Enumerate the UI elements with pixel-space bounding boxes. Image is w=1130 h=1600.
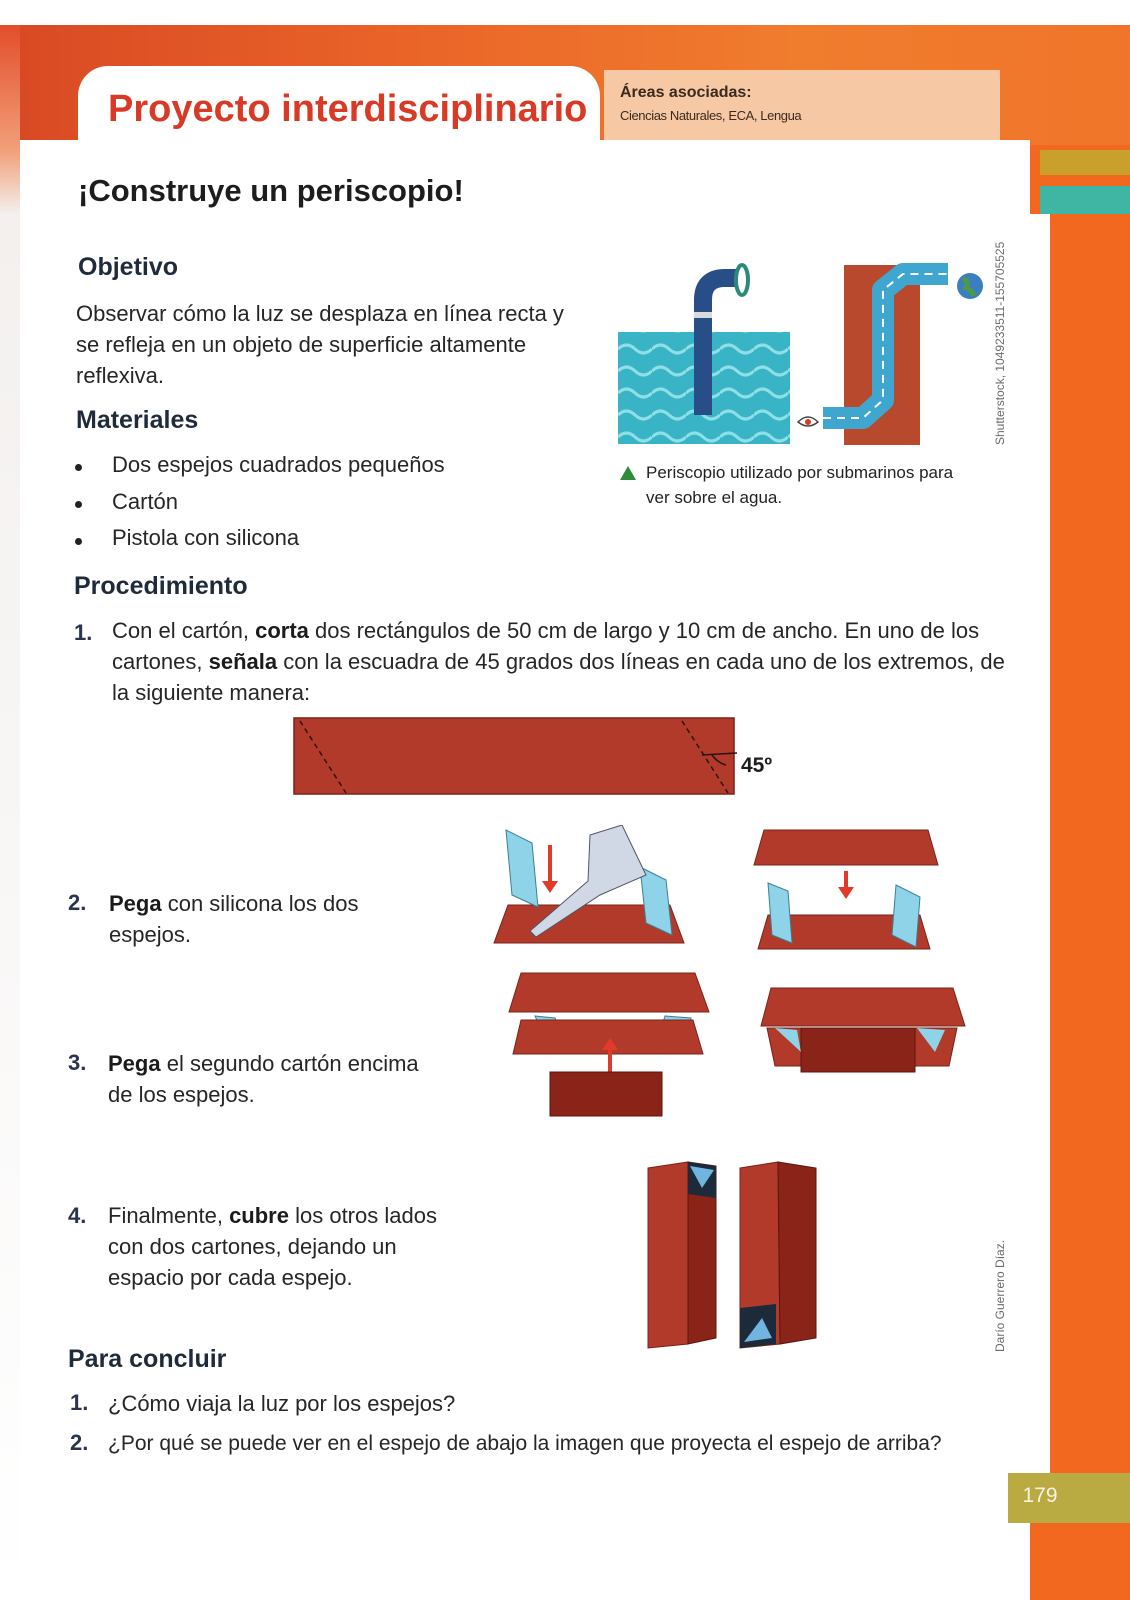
step-2-diagram <box>490 825 960 955</box>
periscope-illustration <box>618 250 998 450</box>
step-text: con silicona los dos espejos. <box>109 891 359 947</box>
areas-label: Áreas asociadas: <box>620 84 752 101</box>
areas-box <box>604 70 1000 140</box>
cardboard-strip-diagram <box>292 715 744 797</box>
procedure-heading: Procedimiento <box>74 572 248 600</box>
step-text: el segundo cartón encima de los espejos. <box>108 1051 419 1107</box>
illustration-credit: Darío Guerrero Díaz. <box>993 1239 1007 1352</box>
angle-label: 45º <box>741 754 773 777</box>
step-4-diagram <box>640 1158 830 1358</box>
step-3-diagram <box>505 968 970 1120</box>
figure-caption: Periscopio utilizado por submarinos para ver sobre el agua. <box>646 463 954 507</box>
step-1-text <box>112 615 1012 708</box>
page-title: Proyecto interdisciplinario <box>108 88 588 130</box>
step-3-text <box>108 1048 448 1110</box>
arrow-down-icon <box>838 887 854 899</box>
question-1: ¿Cómo viaja la luz por los espejos? <box>108 1391 456 1416</box>
step-number: 4. <box>68 1203 87 1228</box>
step-4-text <box>108 1200 448 1293</box>
material-item: Dos espejos cuadrados pequeños <box>112 452 445 477</box>
step-number: 2. <box>68 890 87 915</box>
question-2: ¿Por qué se puede ver en el espejo de abajo la imagen que proyecta el espejo de arriba? <box>108 1432 942 1455</box>
step-number: 1. <box>74 620 93 645</box>
step-text: con la escuadra de 45 grados dos líneas en cada uno de los extremos, de la siguiente manera: <box>112 649 1005 705</box>
materials-heading: Materiales <box>76 406 199 434</box>
bullet <box>75 501 82 508</box>
right-margin-gap <box>1030 214 1050 1479</box>
step-number: 3. <box>68 1050 87 1075</box>
step-verb: Pega <box>108 1051 161 1076</box>
step-text: Con el cartón, <box>112 618 256 643</box>
conclusion-heading: Para concluir <box>68 1345 227 1373</box>
step-verb: corta <box>255 618 309 643</box>
areas-list: Ciencias Naturales, ECA, Lengua <box>620 108 802 123</box>
step-verb: Pega <box>109 891 162 916</box>
step-text: Finalmente, <box>108 1203 230 1228</box>
section-tab-teal <box>1040 186 1130 214</box>
objective-heading: Objetivo <box>78 253 179 281</box>
globe-icon <box>957 273 983 299</box>
question-number: 1. <box>70 1390 89 1415</box>
caption-triangle-icon <box>619 465 637 481</box>
bullet <box>75 464 82 471</box>
question-number: 2. <box>70 1430 89 1455</box>
arrow-down-icon <box>542 881 558 893</box>
step-verb: señala <box>208 649 278 674</box>
material-item: Cartón <box>112 489 179 514</box>
step-text: los otros lados con dos cartones, dejando un espacio por cada espejo. <box>108 1203 437 1290</box>
page-left-edge <box>0 25 20 1600</box>
step-verb: cubre <box>229 1203 289 1228</box>
section-tab-yellow <box>1040 150 1130 175</box>
photo-credit: Shutterstock, 1049233511-155705525 <box>993 241 1007 445</box>
step-2-text <box>109 888 409 950</box>
material-item: Pistola con silicona <box>112 525 300 550</box>
step-text: dos rectángulos de 50 cm de largo y 10 cm de ancho. En uno de los cartones, <box>112 618 980 674</box>
project-title: ¡Construye un periscopio! <box>78 173 464 208</box>
objective-text: Observar cómo la luz se desplaza en línea recta y se refleja en un objeto de superficie altamente reflexiva. <box>76 301 564 388</box>
page-number: 179 <box>1022 1484 1058 1507</box>
bullet <box>75 538 82 545</box>
periscope-tube <box>823 274 948 418</box>
